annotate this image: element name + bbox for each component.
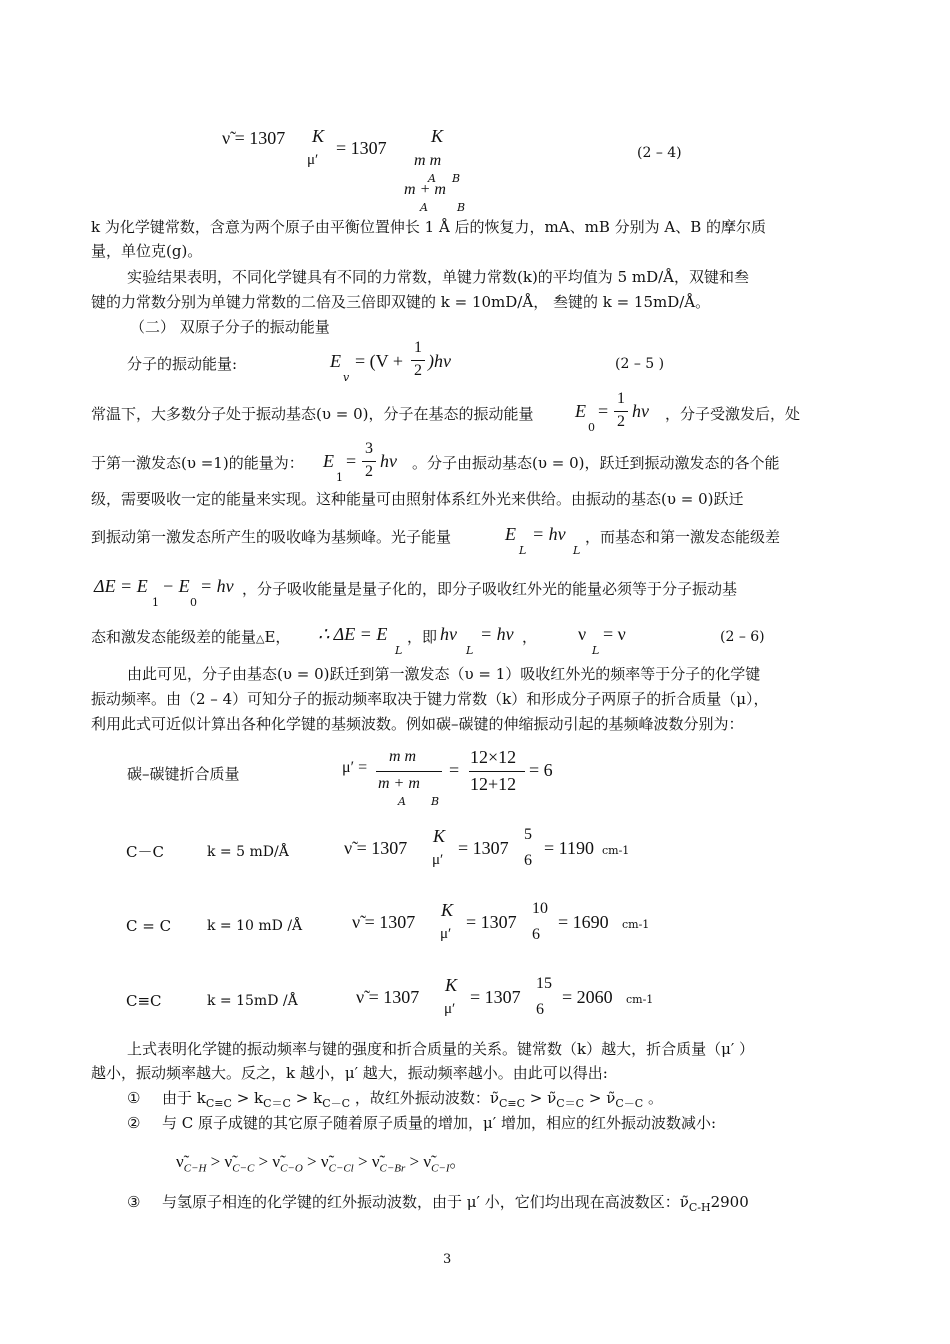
para3-therefore: ∴ ΔE = E [318,624,388,644]
bond-mid: = 1307 [470,987,521,1007]
item3: 与氢原子相连的化学键的红外振动波数，由于 μ′ 小，它们均出现在高波数区：$\nũ_{C-H}2900$ [162,1193,749,1214]
para5-line2: 越小，振动频率越大。反之，k 越小，μ′ 越大，振动频率越小。由此可以得出: [91,1064,608,1082]
wavenumber-symbol: ν̃ [176,1152,184,1171]
para3-line1a: 常温下，大多数分子处于振动基态(υ = 0)，分子在基态的振动能量 [91,405,534,423]
para3-eq1: = [346,451,357,471]
bond-lhs: ν̃ = 1307 [344,838,408,858]
para2-line2: 键的力常数分别为单键力常数的二倍及三倍即双键的 k = 10mD/Å， 叁键的 k = 15mD/Å。 [91,293,711,311]
para3-subL: L [519,544,527,557]
eq25-mid: = (V + [355,351,403,371]
bond-subscript: C−Br [379,1162,406,1175]
gt-sign: > [353,1152,372,1171]
bond-num: 5 [524,826,532,843]
para3-line4b: ，而基态和第一激发态能级差 [585,528,781,546]
para5-line1: 上式表明化学键的振动频率与键的强度和折合质量的关系。键常数（k）越大，折合质量（μ′ ） [127,1040,755,1058]
reduced-mass-num2: 12×12 [470,747,517,767]
bond-K: K [441,900,454,920]
para3-two2: 2 [365,463,373,480]
eq25-sub: v [343,371,350,384]
para3-sub-0: 0 [190,596,197,609]
para2-line1: 实验结果表明，不同化学键具有不同的力常数，单键力常数(k)的平均值为 5 mD/Å，双键和叁 [127,268,750,286]
bond-num: 10 [532,900,548,917]
eq25-number: (2 – 5 ) [615,356,665,372]
para3-subL2: L [573,544,581,557]
bond-subscript: C−O [280,1162,303,1175]
bond-unit: cm-1 [602,844,630,857]
para3-two: 2 [617,413,625,430]
gt-sign: > [405,1152,424,1171]
gt-sign: > [206,1152,225,1171]
bond-K: K [445,975,458,995]
eq24-subB: B [452,172,461,185]
wavenumber-symbol: ν̃ [371,1152,380,1171]
bond-subscript: C−H [183,1162,207,1175]
section-title: （二） 双原子分子的振动能量 [130,318,330,336]
item2: 与 C 原子成键的其它原子随着原子质量的增加，μ′ 增加，相应的红外振动波数减小: [162,1114,716,1132]
reduced-mass-eq: = [449,760,460,780]
wavenumber-symbol: ν̃ [423,1152,432,1171]
para3-hvL: hν [440,624,457,644]
reduced-mass-bar2 [469,771,525,772]
bond-num: 15 [536,975,552,992]
eq24-mu: μ′ [307,152,319,168]
para3-vL: ν [578,624,587,644]
page-number: 3 [443,1252,452,1267]
eq24-mid: = 1307 [336,138,387,158]
eq25-one: 1 [414,339,422,356]
item1: 由于 $k_{C\equiv C} > k_{C=C} > k_{C-C}$ ，故红外振动波数：$\nũ_{C\equiv C}$ > $\nũ_{C=C}$ > $\nũ_{C-C}$ 。 [162,1089,663,1110]
para1-line1: k 为化学键常数，含意为两个原子由平衡位置伸长 1 Å 后的恢复力，mA、mB 分别为 A、B 的摩尔质 [91,218,767,236]
bond-den: 6 [524,852,532,869]
wavenumber-symbol: ν̃ [224,1152,233,1171]
eq25-right: )hν [428,351,451,371]
reduced-mass-den2: 12+12 [470,774,517,794]
para3-eqhv2: = hν [480,624,514,644]
para3-subL4: L [466,644,474,657]
para3-subL3: L [395,644,403,657]
para3-sub0: 0 [588,421,595,434]
gt-sign: > [302,1152,321,1171]
para4-line2: 振动频率。由（2 – 4）可知分子的振动频率取决于键力常数（k）和形成分子两原子的折合质量（μ）， [91,690,769,708]
para3-line6a: 态和激发态能级差的能量△E， [91,628,291,646]
para3-comma: ， [522,628,538,646]
wavenumber-symbol: ν̃ [320,1152,329,1171]
sequence-end: 。 [449,1152,467,1171]
bond-result: = 1190 [544,838,594,858]
bond-lhs: ν̃ = 1307 [352,912,416,932]
eq25-label: 分子的振动能量: [127,355,238,373]
para3-hv1: hν [380,451,397,471]
reduced-mass-label: 碳–碳键折合质量 [127,765,240,783]
rm-subA: A [398,795,406,808]
reduced-mass-mu: μ′ = [342,759,368,776]
para3-E1: E [323,451,334,471]
bond-lhs: ν̃ = 1307 [356,987,420,1007]
para3-deltaE: ΔE = E [94,576,148,596]
para3-sub1: 1 [336,471,343,484]
para4-line3: 利用此式可近似计算出各种化学键的基频波数。例如碳–碳键的伸缩振动引起的基频峰波数分别为： [91,715,744,733]
bond-mu: μ′ [432,852,444,868]
para3-eqhv: = hν [532,524,566,544]
eq24-K2: K [431,126,444,146]
equation-2-4: ν̃ = 1307 [222,128,286,148]
para3-subL5: L [592,644,600,657]
para3-line1b: ，分子受激发后，处 [665,405,801,423]
para3-line2b: 。分子由振动基态(υ = 0)，跃迁到振动激发态的各个能 [412,454,780,472]
bond-k: k = 10 mD /Å [207,918,303,934]
eq24-subA: A [428,172,436,185]
item3-mark: ③ [127,1193,141,1211]
bond-den: 6 [532,926,540,943]
reduced-mass-den: m + m [378,775,420,792]
para3-eq0: = [598,401,609,421]
eq25-bar [411,360,425,361]
bond-mu: μ′ [444,1001,456,1017]
bond-subscript: C−C [232,1162,255,1175]
para3-line4a: 到振动第一激发态所产生的吸收峰为基频峰。光子能量 [91,528,452,546]
rm-subB: B [431,795,440,808]
para3-line5b: ，分子吸收能量是量子化的，即分子吸收红外光的能量必须等于分子振动基 [242,580,738,598]
bond-subscript: C−Cl [328,1162,354,1175]
para3-hv0: hν [632,401,649,421]
para3-EL: E [505,524,516,544]
item1-mark: ① [127,1089,141,1107]
para3-line2a: 于第一激发态(υ =1)的能量为： [91,454,304,472]
eq26-number: (2 – 6) [720,629,765,645]
bond-result: = 1690 [558,912,609,932]
reduced-mass-bar [376,771,442,772]
para3-minus: − E [162,576,190,596]
bond-k: k = 15mD /Å [207,993,298,1009]
reduced-mass-result: = 6 [529,760,553,780]
bond-name: C = C [126,917,172,935]
bond-unit: cm-1 [626,993,654,1006]
bond-unit: cm-1 [622,918,650,931]
bond-den: 6 [536,1001,544,1018]
eq24-den-subA: A [420,201,428,214]
eq25-E: E [330,351,341,371]
para3-ji: ，即 [407,628,438,646]
bond-mu: μ′ [440,926,452,942]
bond-subscript: C−I [431,1162,450,1175]
para3-sub-1: 1 [152,596,159,609]
gt-sign: > [254,1152,273,1171]
para3-eqend: = hν [200,576,234,596]
bond-result: = 2060 [562,987,613,1007]
eq24-num: m m [414,152,442,169]
eq24-number: (2 – 4) [637,145,682,161]
eq25-two: 2 [414,362,422,379]
bond-mid: = 1307 [458,838,509,858]
para1-line2: 量，单位克(g)。 [91,242,203,260]
bond-mid: = 1307 [466,912,517,932]
reduced-mass-num: m m [389,748,417,765]
bond-name: C≡C [126,992,162,1010]
para3-one: 1 [617,390,625,407]
wavenumber-symbol: ν̃ [272,1152,281,1171]
para3-bar1 [614,411,628,412]
bond-k: k = 5 mD/Å [207,844,289,860]
para3-three: 3 [365,440,373,457]
para3-eqv: = ν [603,624,626,644]
eq24-K1: K [312,126,325,146]
eq24-den-subB: B [457,201,466,214]
eq24-den: m + m [404,181,446,198]
bond-name: C－C [126,843,164,861]
item2-mark: ② [127,1114,141,1132]
bond-K: K [433,826,446,846]
para3-E0: E [575,401,586,421]
para3-line3: 级，需要吸收一定的能量来实现。这种能量可由照射体系红外光来供给。由振动的基态(υ = 0)跃迁 [91,490,744,508]
para3-bar2 [362,461,376,462]
item2-sequence [176,1147,467,1174]
para4-line1: 由此可见，分子由基态(υ = 0)跃迁到第一激发态（υ = 1）吸收红外光的频率等于分子的化学键 [127,665,761,683]
